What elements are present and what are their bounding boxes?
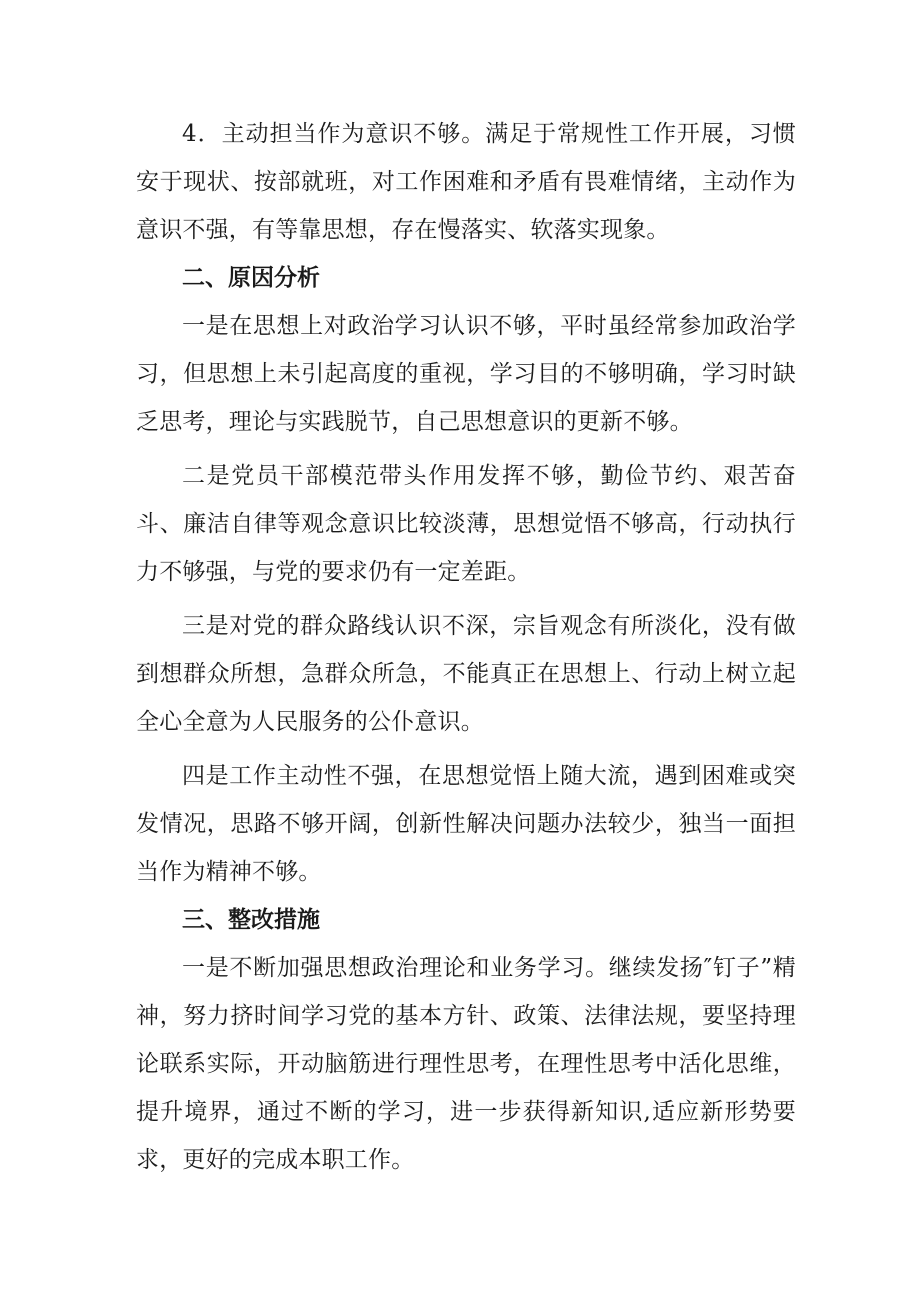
paragraph-4-initiative: 4．主动担当作为意识不够。满足于常规性工作开展，习惯安于现状、按部就班，对工作困难和矛盾有畏难情绪，主动作为意识不强，有等靠思想，存在慢落实、软落实现象。 <box>136 121 796 243</box>
paragraph-measure-1: 一是不断加强思想政治理论和业务学习。继续发扬″钉子”精神，努力挤时间学习党的基本方针、政策、法律法规，要坚持理论联系实际，开动脑筋进行理性思考，在理性思考中活化思维，提升境界，通过不断的学习，进一步获得新知识,适应新形势要求，更好的完成本职工作。 <box>136 955 796 1173</box>
section-heading-rectification: 三、整改措施 <box>182 907 320 933</box>
paragraph-cause-1: 一是在思想上对政治学习认识不够，平时虽经常参加政治学习，但思想上未引起高度的重视，学习目的不够明确，学习时缺乏思考，理论与实践脱节，自己思想意识的更新不够。 <box>136 313 796 435</box>
section-heading-cause-analysis: 二、原因分析 <box>182 265 320 291</box>
paragraph-cause-3: 三是对党的群众路线认识不深，宗旨观念有所淡化，没有做到想群众所想，急群众所急，不能真正在思想上、行动上树立起全心全意为人民服务的公仆意识。 <box>136 613 796 735</box>
document-body <box>136 110 796 1184</box>
paragraph-cause-2: 二是党员干部模范带头作用发挥不够，勤俭节约、艰苦奋斗、廉洁自律等观念意识比较淡薄，思想觉悟不够高，行动执行力不够强，与党的要求仍有一定差距。 <box>136 463 796 585</box>
paragraph-cause-4: 四是工作主动性不强，在思想觉悟上随大流，遇到困难或突发情况，思路不够开阔，创新性解决问题办法较少，独当一面担当作为精神不够。 <box>136 763 796 885</box>
